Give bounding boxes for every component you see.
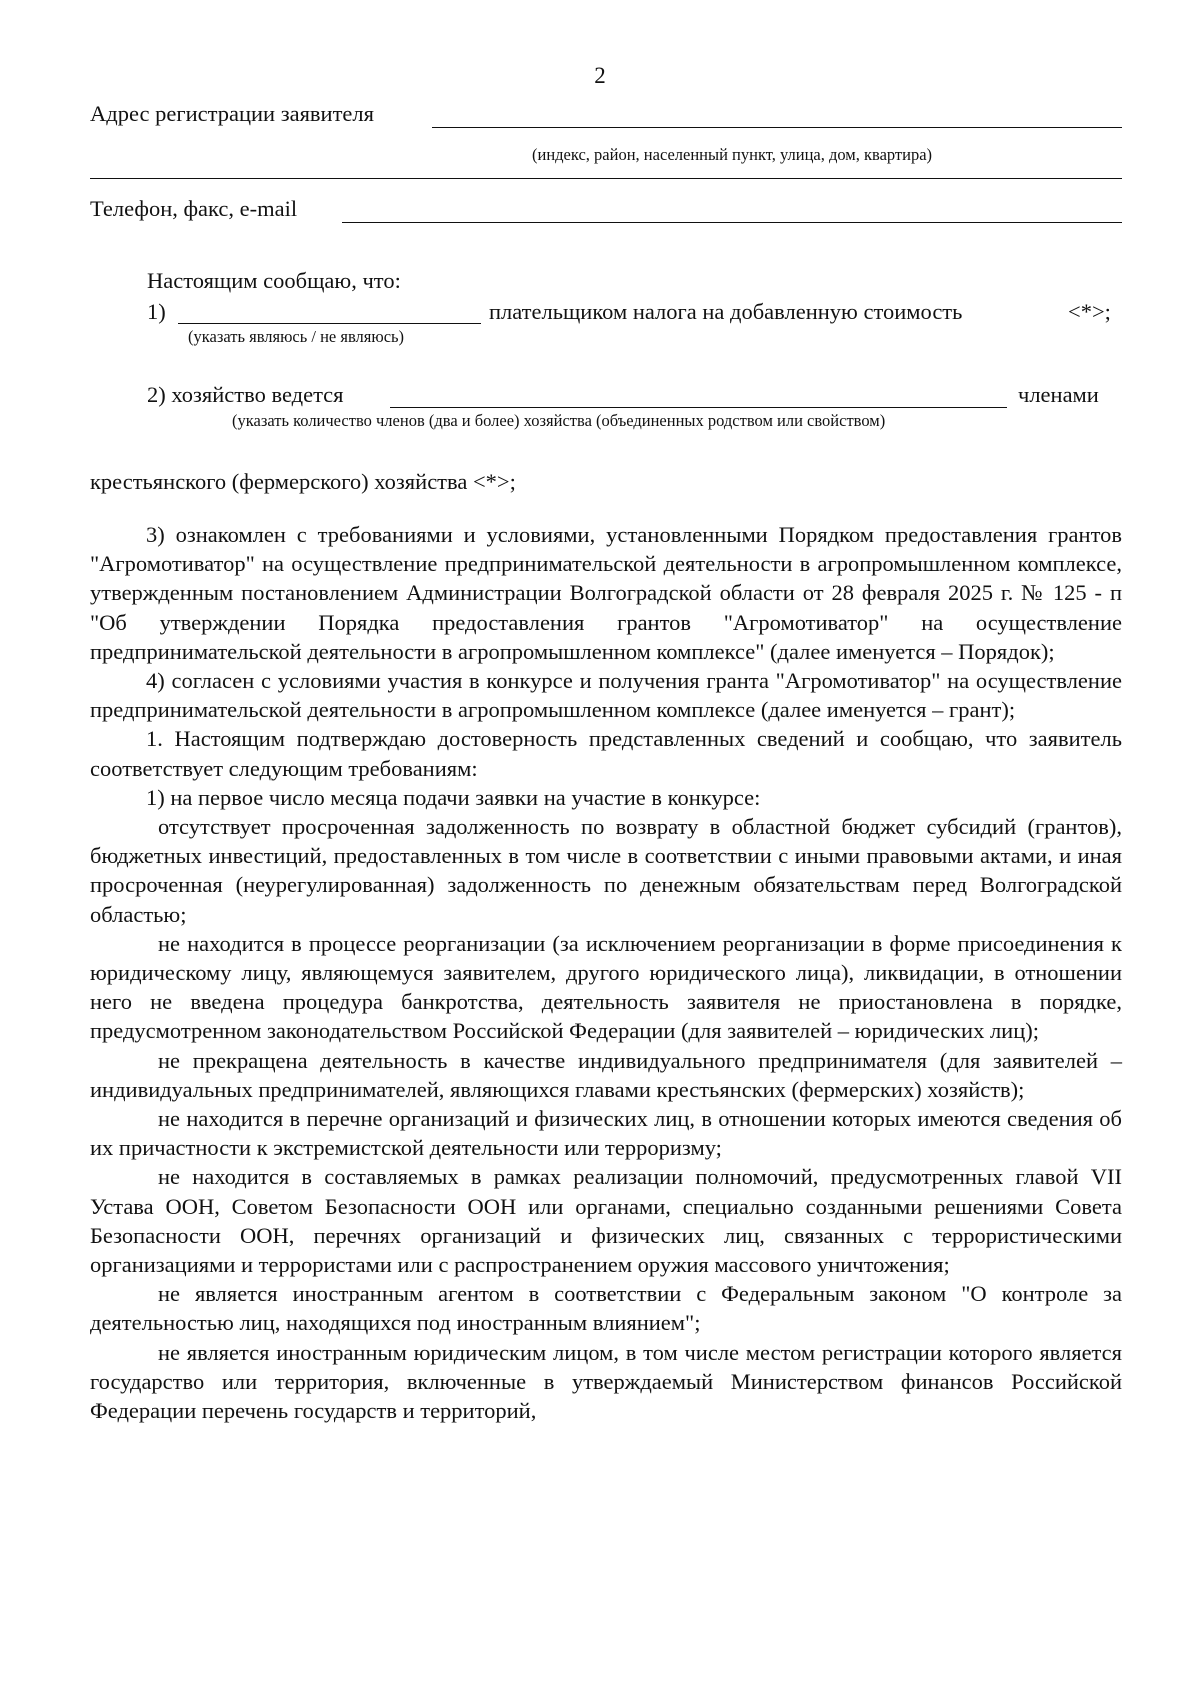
statements-intro: Настоящим сообщаю, что: (147, 268, 401, 293)
item1-suffix: <*>; (1068, 299, 1111, 324)
paragraph-no-reorganization: не находится в процессе реорганизации (за исключением реорганизации в форме присоединения к юридическому лицу, являющемуся заявителем, другого юридического лица), ликвидации, в отношении него не введена процедура банкротства, деятельность заявителя не приостановлена в порядке, предусмотренном законодательством Российской Федерации (для заявителей – юридических лиц); (90, 930, 1122, 1044)
document-body (90, 520, 1122, 1425)
contact-label: Телефон, факс, e-mail (90, 196, 298, 221)
paragraph-4: 4) согласен с условиями участия в конкурсе и получения гранта "Агромотиватор" на осуществление предпринимательской деятельности в агропромышленном комплексе (далее именуется – грант); (90, 668, 1122, 723)
item2-continuation: крестьянского (фермерского) хозяйства <*>; (90, 469, 516, 494)
item2-note: (указать количество членов (два и более) хозяйства (объединенных родством или свойством) (232, 411, 886, 430)
address-blank-line (432, 127, 1122, 128)
address-blank-line-2 (90, 178, 1122, 179)
paragraph-not-in-un-lists: не находится в составляемых в рамках реализации полномочий, предусмотренных главой VII Устава ООН, Советом Безопасности ООН или органами, специально созданными решениями Совета Безопасности ООН, перечнях организаций и физических лиц, связанных с террористическими организациями и террористами или с распространением оружия массового уничтожения; (90, 1164, 1122, 1278)
item1-text: плательщиком налога на добавленную стоимость (489, 299, 963, 324)
contact-blank-line (342, 222, 1122, 223)
item1-note: (указать являюсь / не являюсь) (188, 327, 405, 346)
page-number: 2 (594, 63, 606, 88)
item2-suffix: членами (1018, 382, 1099, 407)
item2-prefix: 2) хозяйство ведется (147, 382, 344, 407)
paragraph-3: 3) ознакомлен с требованиями и условиями, установленными Порядком предоставления грантов "Агромотиватор" на осуществление предпринимательской деятельности в агропромышленном комплексе, утвержденным постановлением Администрации Волгоградской области от 28 февраля 2025 г. № 125 - п "Об утверждении Порядка предоставления грантов "Агромотиватор" на осуществление предпринимательской деятельности в агропромышленном комплексе" (далее именуется – Порядок); (90, 522, 1122, 664)
address-note: (индекс, район, населенный пункт, улица, дом, квартира) (532, 145, 933, 164)
address-label: Адрес регистрации заявителя (90, 101, 374, 126)
paragraph-not-foreign-entity: не является иностранным юридическим лицом, в том числе местом регистрации которого является государство или территория, включенные в утверждаемый Министерством финансов Российской Федерации перечень государств и территорий, (90, 1339, 1122, 1424)
item1-blank-line (178, 323, 481, 324)
item2-blank-line (390, 407, 1007, 408)
paragraph-requirement-1: 1) на первое число месяца подачи заявки на участие в конкурсе: (146, 784, 761, 810)
paragraph-not-in-extremist-list: не находится в перечне организаций и физических лиц, в отношении которых имеются сведения об их причастности к экстремистской деятельности или терроризму; (90, 1106, 1122, 1161)
item1-number: 1) (147, 299, 166, 324)
paragraph-confirmation: 1. Настоящим подтверждаю достоверность представленных сведений и сообщаю, что заявитель соответствует следующим требованиям: (90, 726, 1122, 781)
paragraph-not-foreign-agent: не является иностранным агентом в соответствии с Федеральным законом "О контроле за деятельностью лиц, находящихся под иностранным влиянием"; (90, 1281, 1122, 1336)
paragraph-activity-not-ceased: не прекращена деятельность в качестве индивидуального предпринимателя (для заявителей – индивидуальных предпринимателей, являющихся главами крестьянских (фермерских) хозяйств); (90, 1047, 1122, 1102)
paragraph-no-debt: отсутствует просроченная задолженность по возврату в областной бюджет субсидий (грантов), бюджетных инвестиций, предоставленных в том числе в соответствии с иными правовыми актами, и иная просроченная (неурегулированная) задолженность по денежным обязательствам перед Волгоградской областью; (90, 814, 1122, 927)
